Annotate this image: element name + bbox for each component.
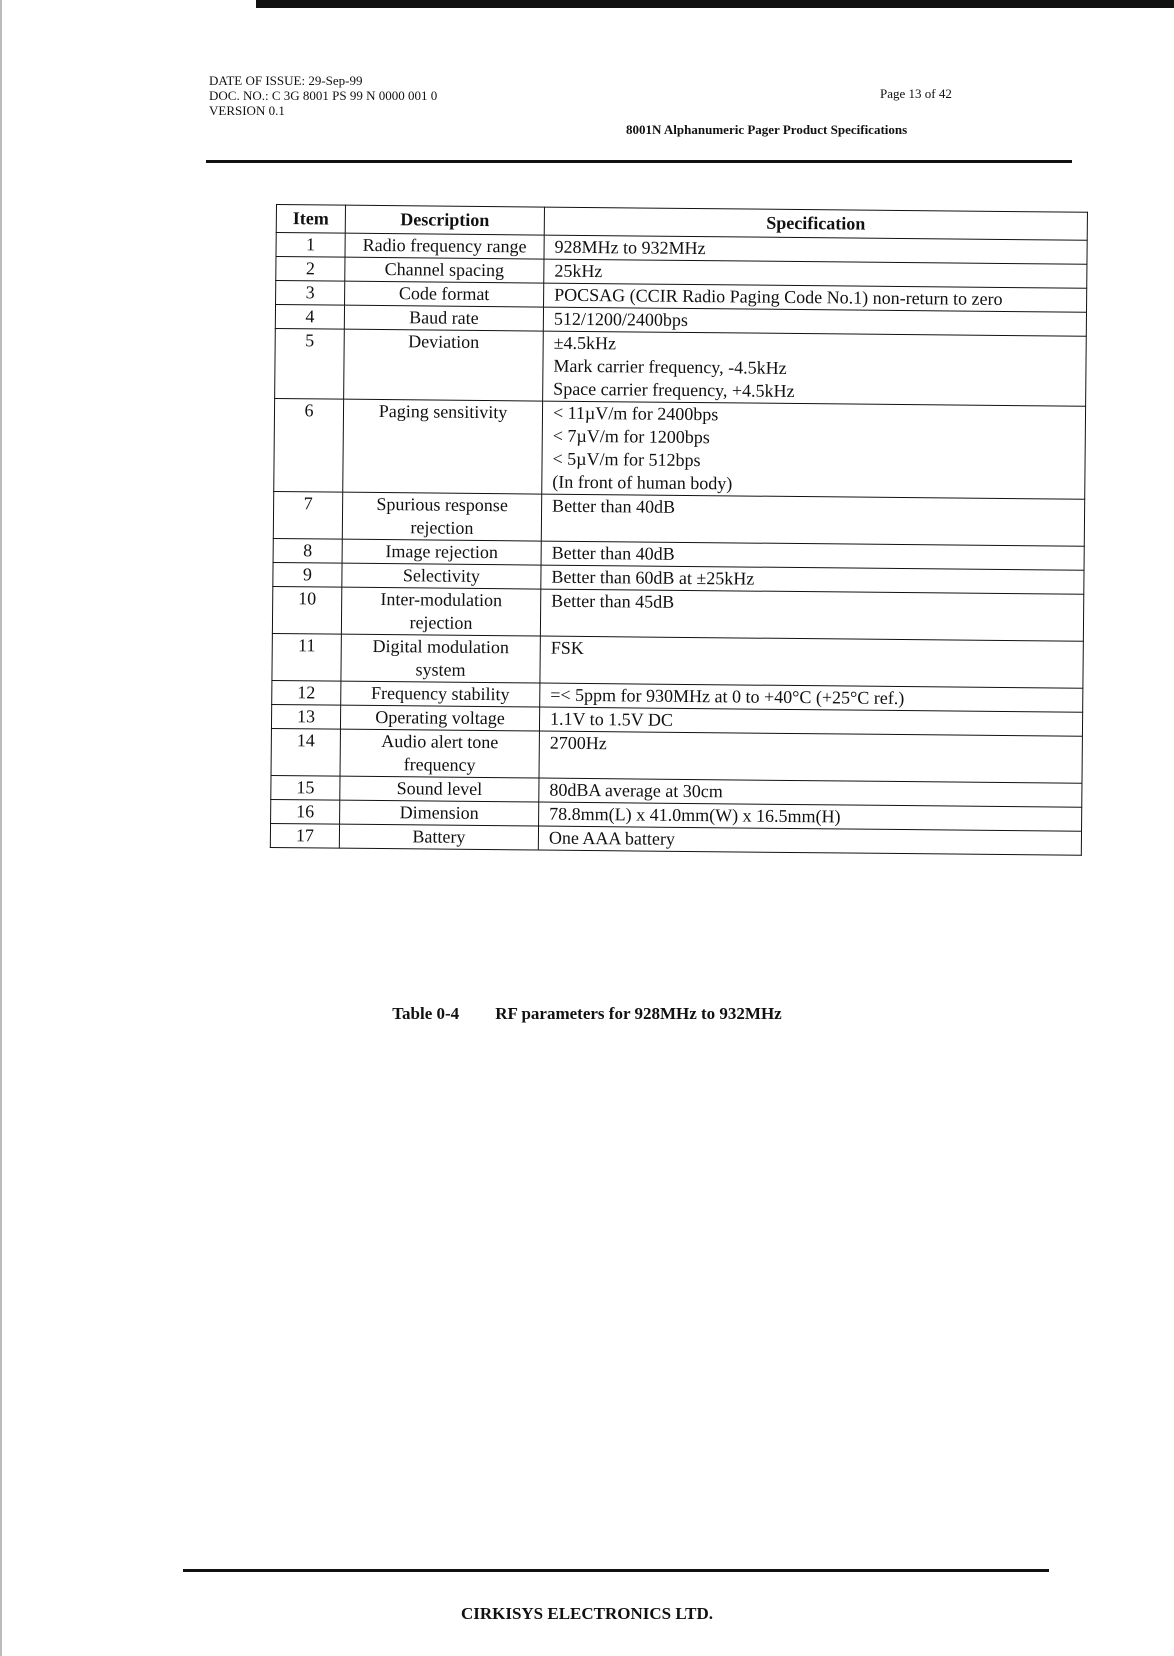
cell-description: Image rejection [342, 539, 541, 565]
cell-item: 1 [276, 233, 345, 258]
cell-description: Frequency stability [341, 681, 540, 707]
footer-company: CIRKISYS ELECTRONICS LTD. [460, 1604, 714, 1623]
document-header-info [209, 73, 437, 118]
table-body [270, 233, 1087, 856]
spec-line: 2700Hz [549, 732, 607, 754]
cell-description: Dimension [340, 800, 539, 826]
cell-item: 14 [271, 728, 340, 776]
cell-item: 8 [273, 538, 342, 563]
footer-rule [183, 1569, 1049, 1572]
header-item: Item [276, 205, 345, 234]
cell-description: Paging sensitivity [343, 399, 543, 494]
cell-specification [540, 636, 1083, 688]
cell-item: 7 [273, 491, 342, 539]
spec-line: Mark carrier frequency, -4.5kHz [553, 355, 787, 378]
cell-item: 4 [275, 305, 344, 330]
cell-specification [538, 826, 1081, 855]
scan-edge [0, 0, 2, 1656]
cell-description: Baud rate [344, 305, 543, 331]
cell-item: 11 [272, 633, 341, 681]
table-row [274, 398, 1086, 499]
cell-item: 15 [271, 775, 340, 800]
spec-line: Better than 60dB at ±25kHz [551, 566, 755, 589]
cell-item: 17 [270, 823, 339, 848]
document-title: 8001N Alphanumeric Pager Product Specifications [626, 122, 908, 137]
cell-item: 5 [275, 328, 345, 399]
cell-item: 2 [276, 257, 345, 282]
cell-item: 13 [271, 704, 340, 729]
spec-line: 1.1V to 1.5V DC [549, 708, 674, 730]
spec-line: 80dBA average at 30cm [549, 779, 723, 802]
cell-description: Code format [345, 281, 544, 307]
spec-line: Better than 40dB [551, 542, 675, 564]
table-row [273, 491, 1084, 546]
cell-description: Inter-modulation rejection [341, 587, 540, 636]
spec-line: 78.8mm(L) x 41.0mm(W) x 16.5mm(H) [549, 803, 841, 827]
spec-line: ±4.5kHz [553, 332, 617, 354]
spec-line: POCSAG (CCIR Radio Paging Code No.1) non-return to zero [554, 284, 1003, 309]
top-rule [256, 0, 1174, 8]
table-row [272, 586, 1083, 641]
caption-text: RF parameters for 928MHz to 932MHz [495, 1004, 782, 1023]
header-description: Description [345, 205, 544, 235]
cell-item: 9 [273, 562, 342, 587]
table-row [275, 328, 1087, 406]
cell-description: Selectivity [342, 563, 541, 589]
cell-item: 10 [272, 586, 341, 634]
spec-line: < 7µV/m for 1200bps [552, 425, 710, 448]
spec-line: =< 5ppm for 930MHz at 0 to +40°C (+25°C ref.) [550, 684, 905, 709]
spec-line: < 5µV/m for 512bps [552, 448, 701, 471]
spec-line: 512/1200/2400bps [553, 308, 689, 330]
spec-line: One AAA battery [548, 827, 676, 849]
cell-description: Audio alert tone frequency [340, 729, 539, 778]
header-specification: Specification [544, 207, 1087, 240]
cell-item: 6 [274, 398, 344, 492]
cell-description: Battery [339, 824, 538, 850]
table-caption [0, 1004, 1174, 1024]
cell-specification [542, 401, 1086, 499]
doc-number: DOC. NO.: C 3G 8001 PS 99 N 0000 001 0 [209, 88, 438, 103]
date-of-issue: DATE OF ISSUE: 29-Sep-99 [209, 73, 363, 88]
cell-item: 12 [272, 680, 341, 705]
cell-description: Spurious response rejection [342, 492, 541, 541]
spec-line: Better than 45dB [551, 590, 675, 612]
cell-specification [541, 494, 1084, 546]
cell-specification [543, 331, 1087, 406]
cell-description: Channel spacing [345, 257, 544, 283]
spec-line: < 11µV/m for 2400bps [552, 402, 719, 425]
spec-line: Better than 40dB [552, 495, 676, 517]
cell-description: Digital modulation system [341, 634, 540, 683]
rf-parameters-table [270, 204, 1088, 856]
page-number: Page 13 of 42 [880, 86, 952, 101]
spec-line: Space carrier frequency, +4.5kHz [553, 378, 795, 401]
version: VERSION 0.1 [209, 103, 285, 118]
cell-description: Sound level [340, 776, 539, 802]
caption-label: Table 0-4 [392, 1004, 460, 1023]
cell-description: Operating voltage [340, 705, 539, 731]
cell-item: 3 [276, 281, 345, 306]
spec-line: FSK [550, 637, 584, 658]
cell-item: 16 [271, 799, 340, 824]
spec-line: 928MHz to 932MHz [554, 236, 706, 259]
cell-description: Radio frequency range [345, 233, 544, 259]
header-rule [206, 160, 1072, 163]
cell-specification [540, 589, 1083, 641]
spec-line: 25kHz [554, 260, 603, 282]
spec-line: (In front of human body) [552, 471, 733, 494]
cell-specification [539, 731, 1082, 783]
table-row [272, 633, 1083, 688]
table-row [271, 728, 1082, 783]
cell-description: Deviation [344, 329, 544, 401]
